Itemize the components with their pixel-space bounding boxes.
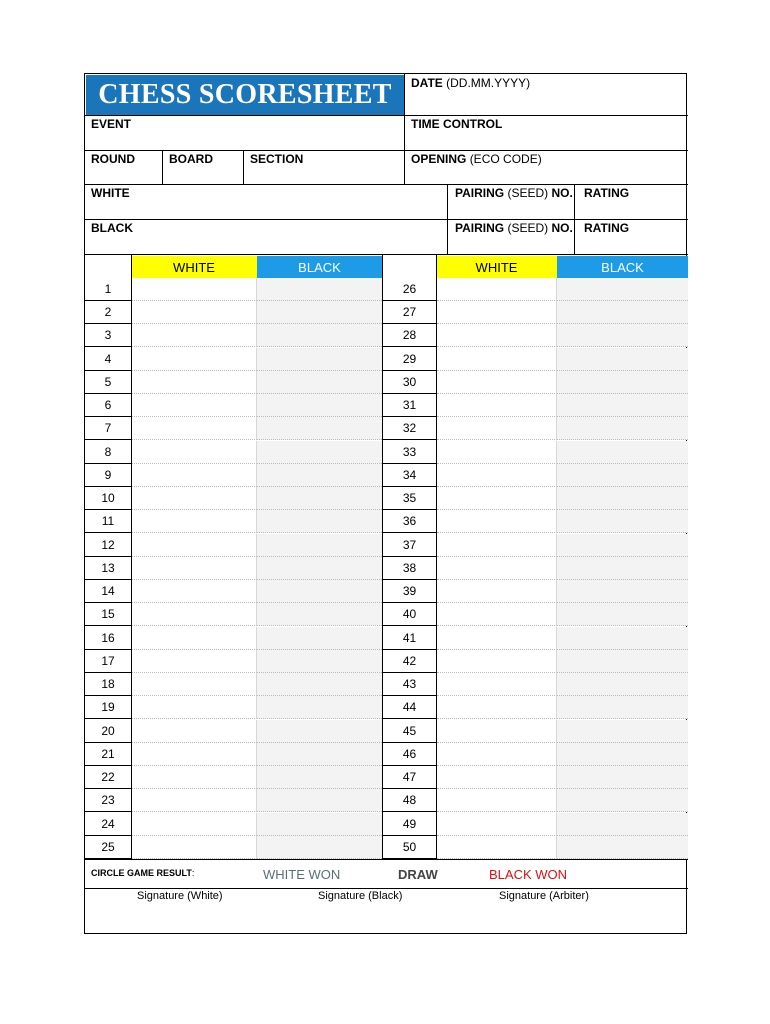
move-number: 43 (402, 677, 417, 691)
black-move-cell[interactable] (557, 720, 688, 743)
black-player-field[interactable]: BLACK (91, 221, 133, 235)
move-number: 3 (104, 328, 112, 342)
black-move-cell[interactable] (557, 650, 688, 673)
black-move-cell[interactable] (257, 789, 382, 812)
round-field[interactable]: ROUND (91, 152, 135, 166)
white-move-cell[interactable] (437, 417, 557, 440)
table-row (85, 348, 688, 371)
black-move-cell[interactable] (557, 580, 688, 603)
black-move-cell[interactable] (557, 301, 688, 324)
white-move-cell[interactable] (132, 650, 257, 673)
move-number: 16 (101, 631, 115, 645)
move-number: 19 (101, 700, 115, 714)
move-number: 46 (402, 747, 417, 761)
white-move-cell[interactable] (132, 534, 257, 557)
table-row (85, 278, 688, 301)
move-number: 11 (101, 514, 115, 528)
black-move-cell[interactable] (557, 766, 688, 789)
move-number: 26 (402, 282, 417, 296)
table-row (85, 673, 688, 696)
table-row (85, 836, 688, 859)
move-number: 33 (402, 445, 417, 459)
board-field[interactable]: BOARD (169, 152, 213, 166)
column-header-white-right: WHITE (436, 256, 557, 278)
black-move-cell[interactable] (257, 301, 382, 324)
move-number: 9 (104, 468, 112, 482)
move-number: 38 (402, 561, 417, 575)
move-number: 21 (101, 747, 115, 761)
column-header-white-left: WHITE (131, 256, 257, 278)
white-move-cell[interactable] (437, 580, 557, 603)
black-move-cell[interactable] (257, 510, 382, 533)
move-number: 25 (101, 840, 115, 854)
black-move-cell[interactable] (257, 813, 382, 836)
white-move-cell[interactable] (132, 720, 257, 743)
table-row (85, 487, 688, 510)
white-move-cell[interactable] (132, 441, 257, 464)
black-move-cell[interactable] (257, 348, 382, 371)
black-move-cell[interactable] (257, 603, 382, 626)
white-move-cell[interactable] (437, 301, 557, 324)
white-move-cell[interactable] (437, 766, 557, 789)
black-move-cell[interactable] (557, 789, 688, 812)
signature-arbiter[interactable]: Signature (Arbiter) (499, 890, 589, 902)
move-number: 10 (101, 491, 115, 505)
black-move-cell[interactable] (557, 673, 688, 696)
move-number: 18 (101, 677, 115, 691)
move-number: 1 (104, 282, 112, 296)
sheet-title: CHESS SCORESHEET (86, 75, 404, 115)
black-move-cell[interactable] (257, 557, 382, 580)
black-pairing-field[interactable]: PAIRING (SEED) NO. (455, 221, 573, 235)
white-move-cell[interactable] (132, 766, 257, 789)
black-move-cell[interactable] (257, 720, 382, 743)
black-move-cell[interactable] (257, 394, 382, 417)
black-move-cell[interactable] (257, 836, 382, 859)
table-row (85, 534, 688, 557)
white-move-cell[interactable] (437, 278, 557, 301)
black-move-cell[interactable] (257, 627, 382, 650)
table-row (85, 394, 688, 417)
white-move-cell[interactable] (437, 813, 557, 836)
table-row (85, 557, 688, 580)
table-row (85, 464, 688, 487)
table-row (85, 743, 688, 766)
black-move-cell[interactable] (257, 696, 382, 719)
white-move-cell[interactable] (437, 371, 557, 394)
white-move-cell[interactable] (437, 627, 557, 650)
moves-table (85, 278, 688, 859)
black-move-cell[interactable] (257, 278, 382, 301)
move-number: 12 (101, 538, 115, 552)
move-number: 2 (104, 305, 112, 319)
white-move-cell[interactable] (437, 464, 557, 487)
time-control-field[interactable]: TIME CONTROL (411, 117, 503, 131)
move-number: 41 (402, 631, 417, 645)
white-rating-field[interactable]: RATING (584, 186, 630, 200)
black-move-cell[interactable] (557, 394, 688, 417)
column-header-black-left: BLACK (257, 256, 382, 278)
white-move-cell[interactable] (437, 696, 557, 719)
move-number: 4 (104, 352, 112, 366)
white-move-cell[interactable] (132, 603, 257, 626)
black-won-option[interactable]: BLACK WON (489, 867, 568, 882)
white-move-cell[interactable] (132, 580, 257, 603)
move-number: 14 (101, 584, 115, 598)
white-move-cell[interactable] (132, 371, 257, 394)
white-move-cell[interactable] (132, 464, 257, 487)
black-move-cell[interactable] (557, 348, 688, 371)
table-row (85, 301, 688, 324)
black-move-cell[interactable] (557, 417, 688, 440)
white-move-cell[interactable] (132, 301, 257, 324)
white-move-cell[interactable] (437, 487, 557, 510)
black-move-cell[interactable] (557, 510, 688, 533)
move-number: 32 (402, 421, 417, 435)
move-number: 29 (402, 352, 417, 366)
move-number: 28 (402, 328, 417, 342)
white-move-cell[interactable] (437, 720, 557, 743)
black-rating-field[interactable]: RATING (584, 221, 630, 235)
black-move-cell[interactable] (257, 650, 382, 673)
black-move-cell[interactable] (257, 324, 382, 347)
result-row (85, 859, 688, 889)
move-number: 30 (402, 375, 417, 389)
black-move-cell[interactable] (557, 557, 688, 580)
white-move-cell[interactable] (437, 348, 557, 371)
black-move-cell[interactable] (257, 417, 382, 440)
move-number: 48 (402, 793, 417, 807)
move-number: 45 (402, 724, 417, 738)
table-row (85, 813, 688, 836)
white-move-cell[interactable] (437, 650, 557, 673)
white-move-cell[interactable] (437, 743, 557, 766)
black-move-cell[interactable] (257, 534, 382, 557)
table-row (85, 766, 688, 789)
opening-field[interactable]: OPENING (ECO CODE) (411, 152, 542, 166)
section-field[interactable]: SECTION (250, 152, 304, 166)
white-move-cell[interactable] (437, 789, 557, 812)
white-move-cell[interactable] (132, 813, 257, 836)
white-move-cell[interactable] (437, 534, 557, 557)
signature-white[interactable]: Signature (White) (137, 890, 223, 902)
black-move-cell[interactable] (557, 324, 688, 347)
move-number: 44 (402, 700, 417, 714)
white-move-cell[interactable] (132, 394, 257, 417)
move-number: 49 (402, 817, 417, 831)
white-player-field[interactable]: WHITE (91, 186, 130, 200)
black-move-cell[interactable] (257, 371, 382, 394)
black-move-cell[interactable] (257, 580, 382, 603)
table-row (85, 650, 688, 673)
white-move-cell[interactable] (437, 603, 557, 626)
move-number: 35 (402, 491, 417, 505)
black-move-cell[interactable] (557, 627, 688, 650)
table-row (85, 603, 688, 626)
move-number: 23 (101, 793, 115, 807)
move-number: 8 (104, 445, 112, 459)
white-move-cell[interactable] (132, 487, 257, 510)
black-move-cell[interactable] (557, 441, 688, 464)
move-number: 37 (402, 538, 417, 552)
black-move-cell[interactable] (557, 696, 688, 719)
table-row (85, 696, 688, 719)
black-move-cell[interactable] (257, 743, 382, 766)
white-move-cell[interactable] (437, 394, 557, 417)
white-move-cell[interactable] (437, 836, 557, 859)
move-number: 34 (402, 468, 417, 482)
white-pairing-field[interactable]: PAIRING (SEED) NO. (455, 186, 573, 200)
table-row (85, 441, 688, 464)
black-move-cell[interactable] (257, 766, 382, 789)
white-move-cell[interactable] (132, 696, 257, 719)
table-row (85, 510, 688, 533)
table-row (85, 371, 688, 394)
move-number: 27 (402, 305, 417, 319)
white-move-cell[interactable] (132, 743, 257, 766)
move-number: 24 (101, 817, 115, 831)
white-move-cell[interactable] (132, 324, 257, 347)
table-row (85, 580, 688, 603)
table-row (85, 720, 688, 743)
black-move-cell[interactable] (257, 464, 382, 487)
table-row (85, 627, 688, 650)
column-header-black-right: BLACK (557, 256, 688, 278)
signature-black[interactable]: Signature (Black) (318, 890, 403, 902)
black-move-cell[interactable] (557, 371, 688, 394)
white-move-cell[interactable] (132, 278, 257, 301)
white-move-cell[interactable] (132, 673, 257, 696)
move-number: 39 (402, 584, 417, 598)
black-move-cell[interactable] (557, 487, 688, 510)
white-move-cell[interactable] (132, 627, 257, 650)
white-move-cell[interactable] (132, 510, 257, 533)
move-number: 13 (101, 561, 115, 575)
white-move-cell[interactable] (132, 417, 257, 440)
black-move-cell[interactable] (557, 603, 688, 626)
table-row (85, 417, 688, 440)
white-move-cell[interactable] (437, 510, 557, 533)
move-number: 22 (101, 770, 115, 784)
white-move-cell[interactable] (132, 836, 257, 859)
table-row (85, 789, 688, 812)
move-number: 40 (402, 607, 417, 621)
black-move-cell[interactable] (557, 813, 688, 836)
move-number: 47 (402, 770, 417, 784)
black-move-cell[interactable] (557, 534, 688, 557)
white-move-cell[interactable] (437, 324, 557, 347)
move-number: 17 (101, 654, 115, 668)
white-move-cell[interactable] (132, 789, 257, 812)
event-field[interactable]: EVENT (91, 117, 132, 131)
black-move-cell[interactable] (557, 464, 688, 487)
move-number: 6 (104, 398, 112, 412)
black-move-cell[interactable] (557, 278, 688, 301)
move-number: 50 (402, 840, 417, 854)
white-won-option[interactable]: WHITE WON (263, 867, 341, 882)
white-move-cell[interactable] (437, 441, 557, 464)
draw-option[interactable]: DRAW (398, 867, 438, 882)
white-move-cell[interactable] (437, 557, 557, 580)
date-field[interactable]: DATE (DD.MM.YYYY) (411, 76, 531, 90)
scoresheet (84, 73, 687, 934)
black-move-cell[interactable] (257, 673, 382, 696)
result-label: CIRCLE GAME RESULT: (91, 868, 195, 878)
move-number: 36 (402, 514, 417, 528)
white-move-cell[interactable] (437, 673, 557, 696)
move-number: 20 (101, 724, 115, 738)
table-row (85, 324, 688, 347)
black-move-cell[interactable] (557, 743, 688, 766)
move-number: 31 (402, 398, 417, 412)
black-move-cell[interactable] (557, 836, 688, 859)
white-move-cell[interactable] (132, 348, 257, 371)
move-number: 15 (101, 607, 115, 621)
move-number: 42 (402, 654, 417, 668)
black-move-cell[interactable] (257, 441, 382, 464)
move-number: 7 (104, 421, 112, 435)
white-move-cell[interactable] (132, 557, 257, 580)
black-move-cell[interactable] (257, 487, 382, 510)
move-number: 5 (104, 375, 112, 389)
